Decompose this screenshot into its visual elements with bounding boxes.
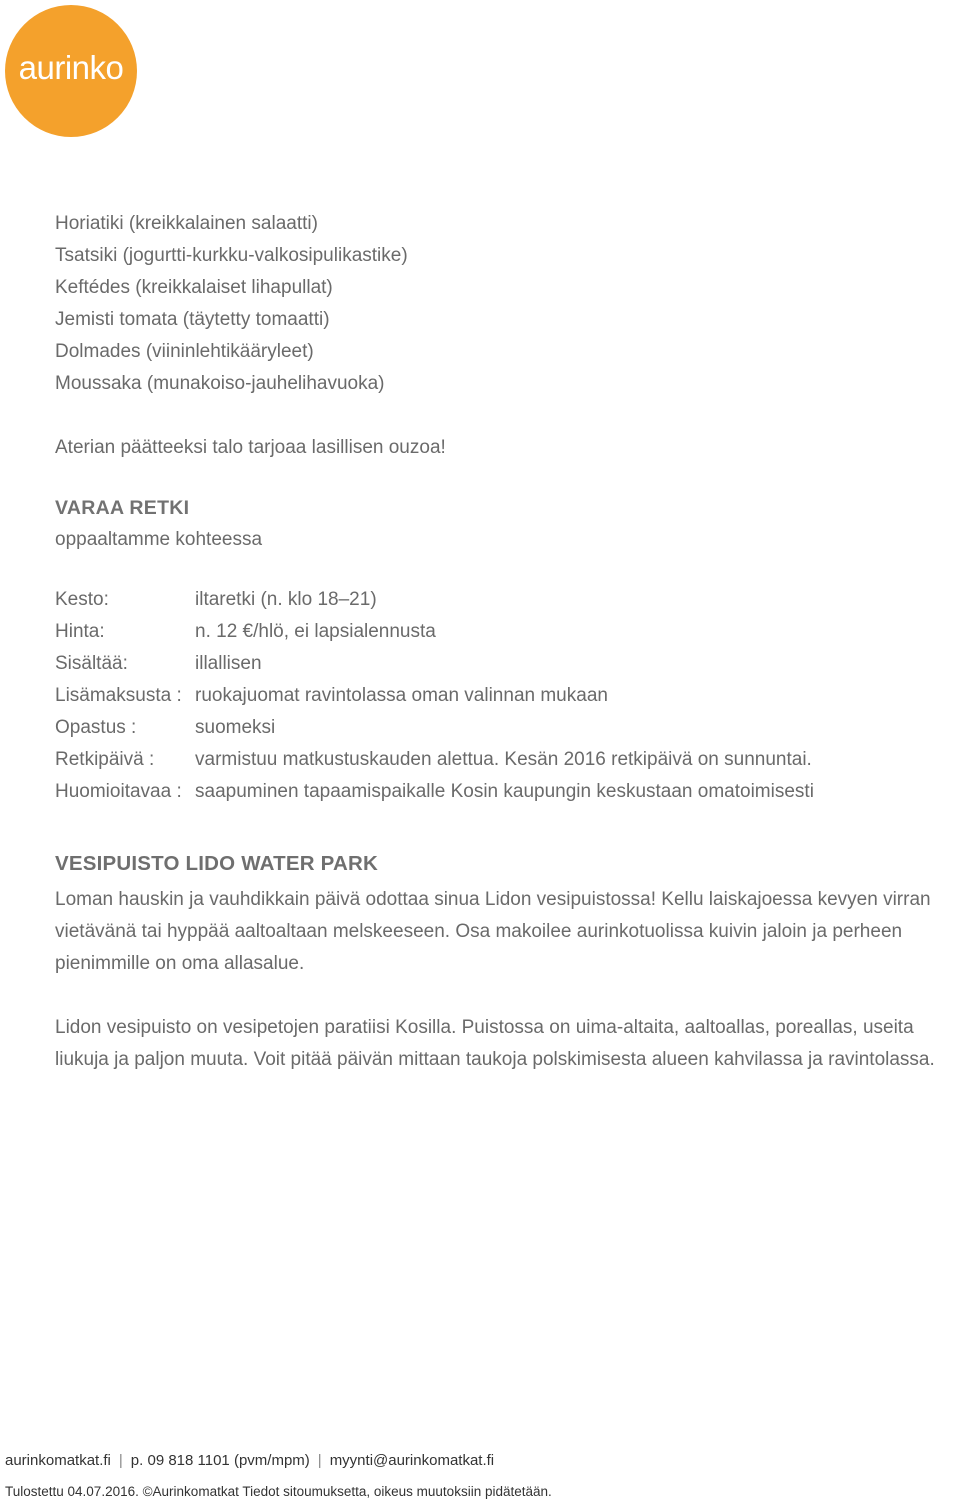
aurinko-logo[interactable] (5, 5, 137, 137)
booking-subtitle: oppaaltamme kohteessa (55, 529, 263, 550)
menu-item: Dolmades (viininlehtikääryleet) (55, 341, 314, 362)
ouzo-note: Aterian päätteeksi talo tarjoaa lasillisen ouzoa! (55, 437, 446, 458)
footer-phone: p. 09 818 1101 (pvm/mpm) (130, 1452, 310, 1469)
menu-item: Tsatsiki (jogurtti-kurkku-valkosipulikastike) (55, 245, 408, 266)
detail-value-price: n. 12 €/hlö, ei lapsialennusta (195, 621, 436, 642)
menu-item: Jemisti tomata (täytetty tomaatti) (55, 309, 330, 330)
detail-value-notes: saapuminen tapaamispaikalle Kosin kaupungin keskustaan omatoimisesti (195, 781, 814, 802)
waterpark-paragraph-1: Loman hauskin ja vauhdikkain päivä odottaa sinua Lidon vesipuistossa! Kellu laiskajoessa kevyen virran vietävänä tai hyppää aaltoaltaan melskeeseen. Osa makoilee aurinkotuolissa kuivin jaloin ja perheen pienimmille on oma allasalue. (55, 889, 931, 974)
detail-value-extra-cost: ruokajuomat ravintolassa oman valinnan mukaan (195, 685, 608, 706)
logo-text: aurinko (18, 49, 124, 86)
detail-value-trip-day: varmistuu matkustuskauden alettua. Kesän 2016 retkipäivä on sunnuntai. (195, 749, 812, 770)
menu-item: Moussaka (munakoiso-jauhelihavuoka) (55, 373, 385, 394)
waterpark-title: VESIPUISTO LIDO WATER PARK (55, 852, 378, 875)
footer-separator: | (317, 1452, 322, 1469)
detail-label-includes: Sisältää: (55, 653, 128, 674)
footer-email-link[interactable]: myynti@aurinkomatkat.fi (329, 1452, 495, 1469)
main-content (55, 208, 960, 1076)
menu-list (55, 208, 960, 400)
detail-label-duration: Kesto: (55, 589, 109, 610)
footer-print-note: Tulostettu 04.07.2016. ©Aurinkomatkat Tiedot sitoumuksetta, oikeus muutoksiin pidätetään. (5, 1484, 552, 1499)
detail-label-notes: Huomioitavaa : (55, 781, 182, 802)
detail-value-includes: illallisen (195, 653, 262, 674)
detail-label-trip-day: Retkipäivä : (55, 749, 155, 770)
footer-separator: | (118, 1452, 123, 1469)
booking-title: VARAA RETKI (55, 497, 190, 519)
menu-item: Keftédes (kreikkalaiset lihapullat) (55, 277, 333, 298)
detail-value-guidance: suomeksi (195, 717, 276, 738)
footer-website-link[interactable]: aurinkomatkat.fi (5, 1452, 111, 1469)
menu-item: Horiatiki (kreikkalainen salaatti) (55, 213, 318, 234)
footer-contact (5, 1452, 494, 1469)
waterpark-paragraph-2: Lidon vesipuisto on vesipetojen paratiisi Kosilla. Puistossa on uima-altaita, aaltoallas, poreallas, useita liukuja ja paljon muuta. Voit pitää päivän mittaan taukoja polskimisesta alueen kahvilassa ja ravintolassa. (55, 1017, 935, 1070)
trip-details (55, 584, 960, 808)
detail-label-extra-cost: Lisämaksusta : (55, 685, 182, 706)
detail-value-duration: iltaretki (n. klo 18–21) (195, 589, 377, 610)
detail-label-price: Hinta: (55, 621, 105, 642)
detail-label-guidance: Opastus : (55, 717, 137, 738)
